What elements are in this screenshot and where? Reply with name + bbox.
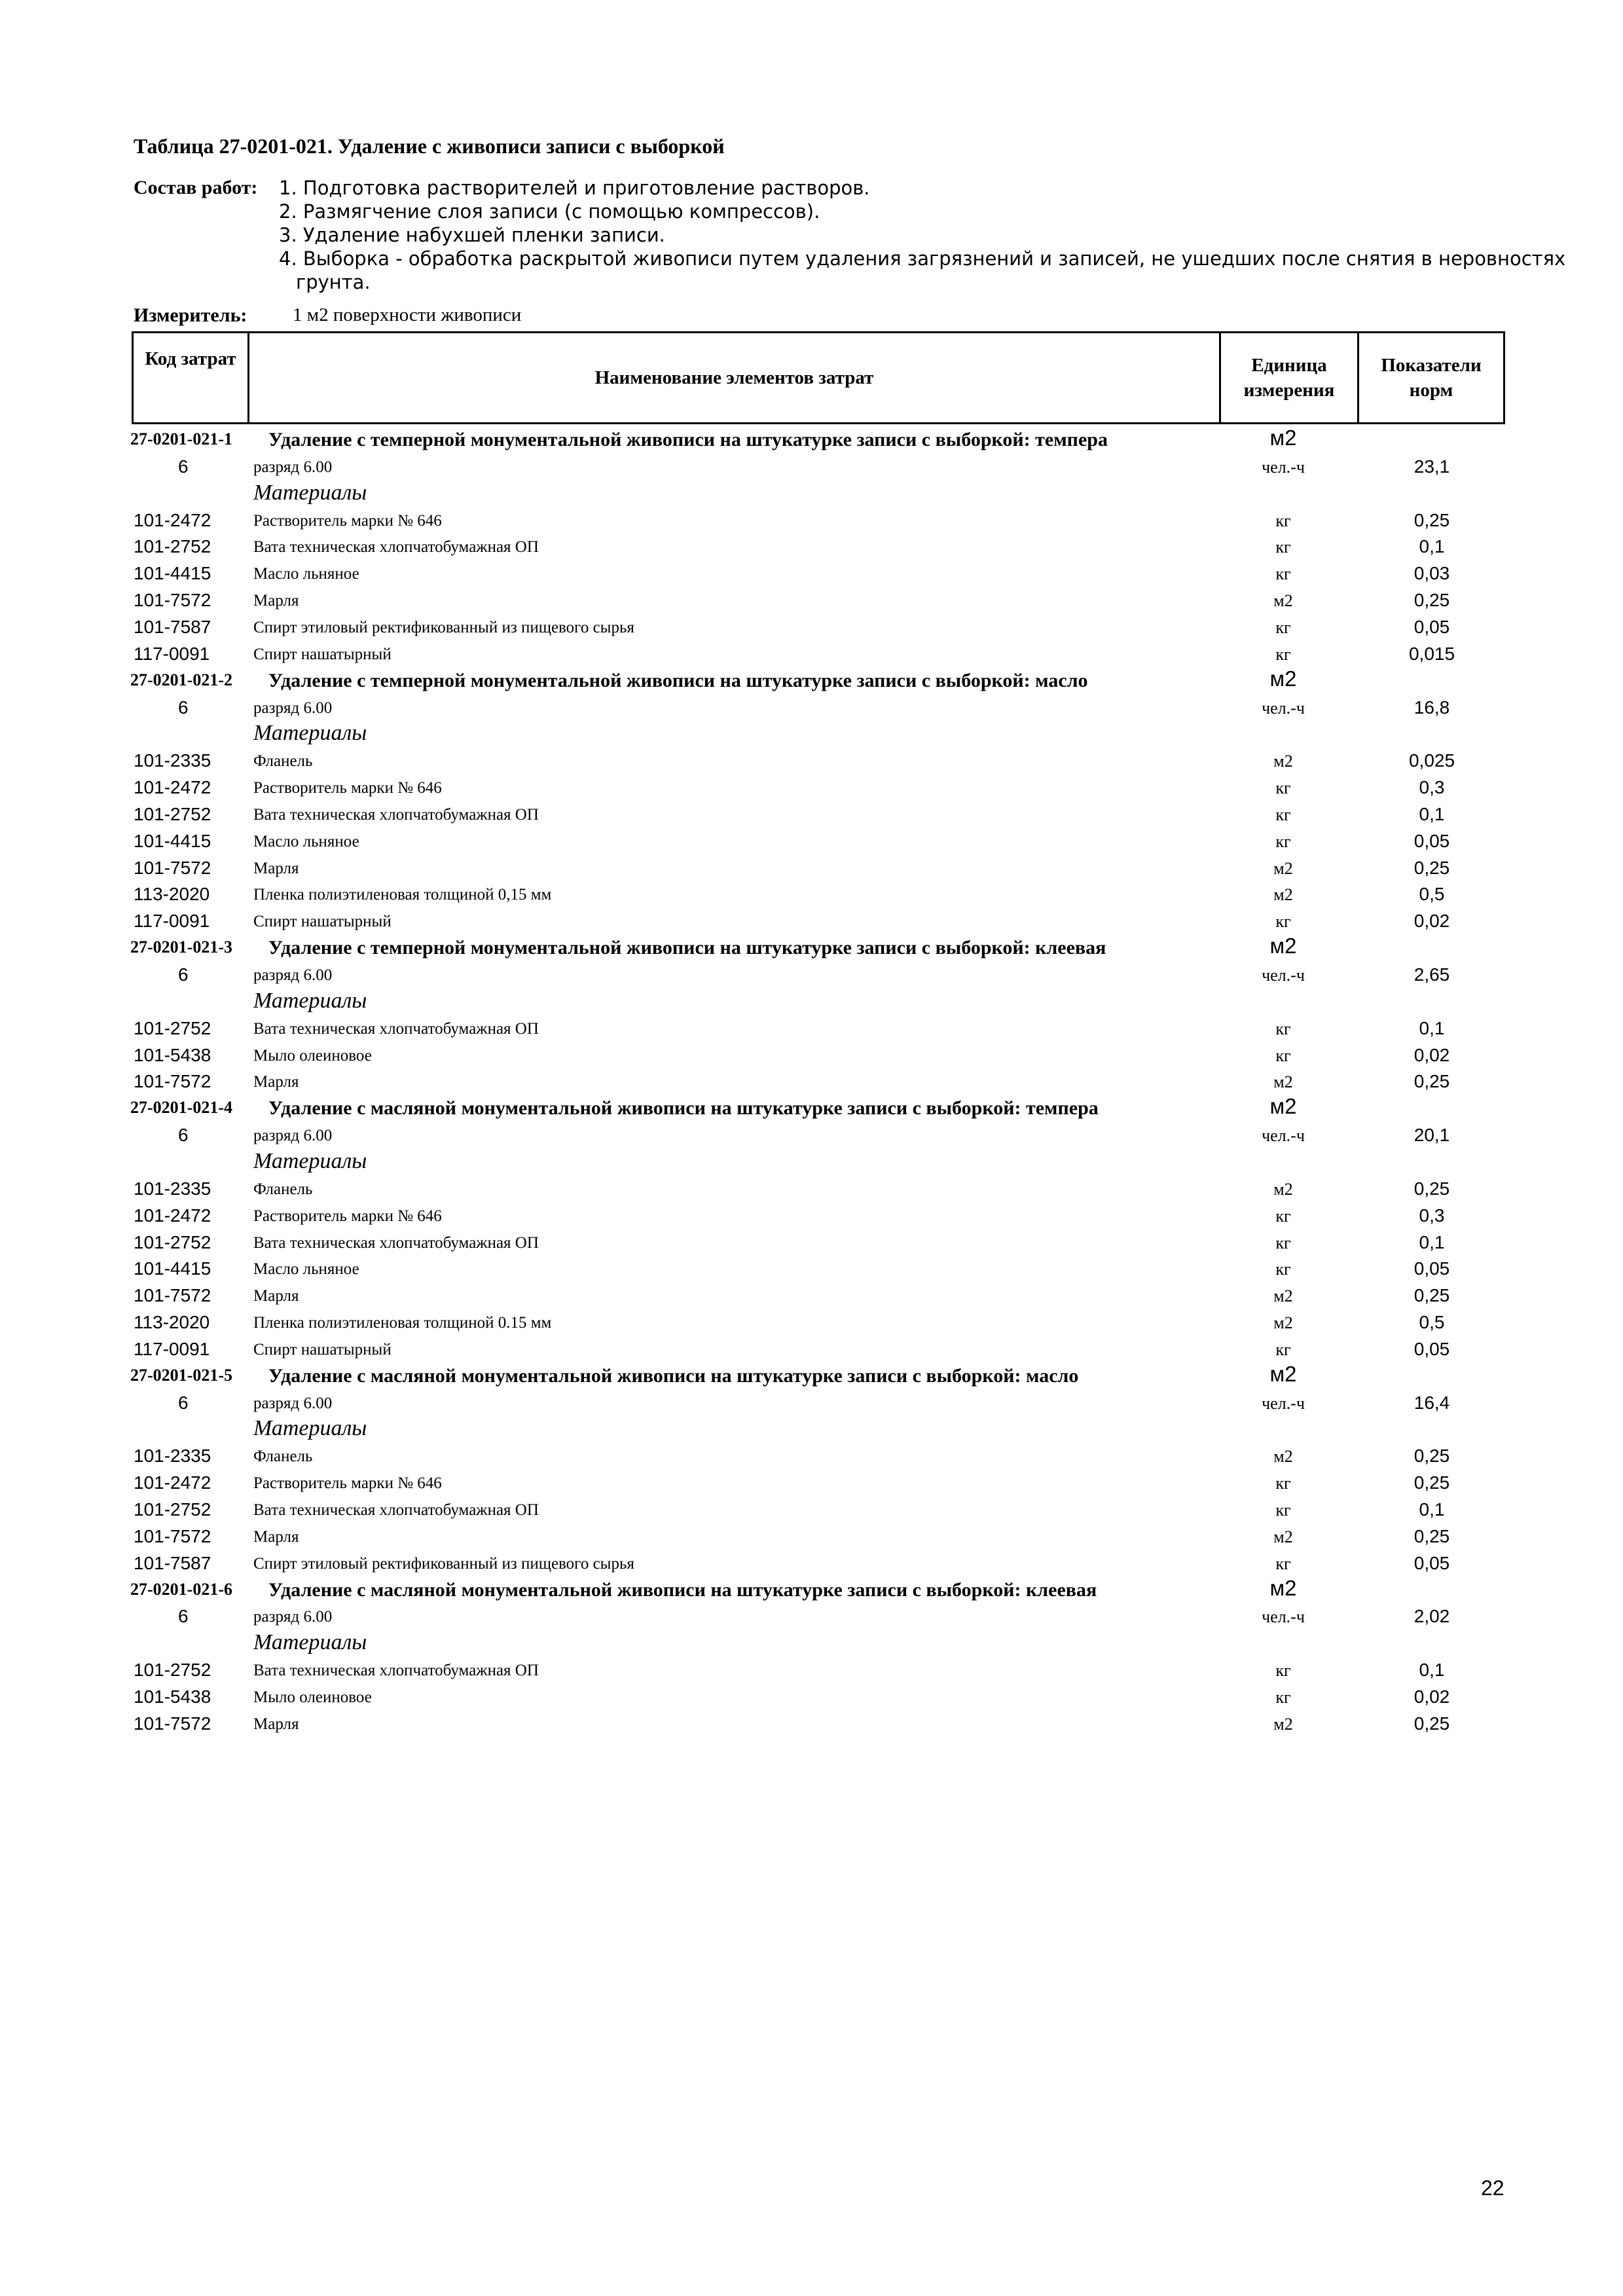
work-step: 2. Размягчение слоя записи (с помощью компрессов). <box>279 200 820 223</box>
row-name: Масло льняное <box>253 832 359 850</box>
row-unit: м2 <box>1269 666 1297 691</box>
row-norm: 20,1 <box>1413 1125 1450 1146</box>
row-norm: 0,02 <box>1413 1044 1450 1065</box>
row-norm: 0,05 <box>1413 1552 1450 1573</box>
row-name: Удаление с масляной монументальной живописи на штукатурке записи с выборкой: темпера <box>268 1097 1099 1120</box>
row-code: 113-2020 <box>134 884 210 905</box>
row-unit: кг <box>1275 1339 1291 1359</box>
row-name: Фланель <box>253 1448 313 1466</box>
row-norm: 16,4 <box>1413 1392 1450 1413</box>
row-name: Пленка полиэтиленовая толщиной 0,15 мм <box>253 886 552 904</box>
row-norm: 0,5 <box>1419 1312 1445 1333</box>
labor-row <box>0 695 1623 721</box>
row-unit: кг <box>1275 1687 1291 1707</box>
row-norm: 0,25 <box>1413 1178 1450 1199</box>
row-code: 101-2472 <box>134 1472 211 1493</box>
row-code: 101-7572 <box>134 1525 211 1546</box>
table-row <box>0 748 1623 774</box>
measure-value: 1 м2 поверхности живописи <box>293 304 522 325</box>
row-norm: 0,25 <box>1413 1525 1450 1546</box>
row-unit: кг <box>1275 1206 1291 1226</box>
table-row <box>0 1523 1623 1550</box>
row-name: Спирт нашатырный <box>253 913 392 931</box>
table-row <box>0 560 1623 587</box>
row-unit: кг <box>1275 831 1291 851</box>
table-row <box>0 1042 1623 1069</box>
row-code: 101-2335 <box>134 750 211 771</box>
row-norm: 0,1 <box>1419 1660 1445 1681</box>
row-unit: м2 <box>1273 752 1293 771</box>
table-row <box>0 1283 1623 1309</box>
row-name: Спирт этиловый ректификованный из пищевого сырья <box>253 1554 634 1573</box>
row-unit: м2 <box>1273 1313 1293 1333</box>
header-code: Код затрат <box>145 348 236 369</box>
row-name: Вата техническая хлопчатобумажная ОП <box>253 1662 539 1680</box>
row-name: Вата техническая хлопчатобумажная ОП <box>253 1019 539 1038</box>
row-unit: м2 <box>1273 1179 1293 1199</box>
row-name: разряд 6.00 <box>253 1608 333 1626</box>
row-name: Удаление с масляной монументальной живописи на штукатурке записи с выборкой: масло <box>268 1364 1079 1387</box>
row-unit: м2 <box>1269 1361 1297 1386</box>
row-unit: кг <box>1275 1046 1291 1065</box>
table-row <box>0 1068 1623 1095</box>
table-row <box>0 1015 1623 1042</box>
row-name: Фланель <box>253 1180 313 1198</box>
row-name: разряд 6.00 <box>253 458 333 476</box>
labor-row <box>0 454 1623 481</box>
row-name: Вата техническая хлопчатобумажная ОП <box>253 1233 539 1252</box>
row-name: Марля <box>253 1073 299 1091</box>
row-norm: 0,25 <box>1413 1713 1450 1734</box>
header-name-cell <box>247 331 1221 424</box>
row-code: 6 <box>178 1392 189 1413</box>
labor-row <box>0 1603 1623 1630</box>
row-code: 101-2752 <box>134 1231 211 1252</box>
row-code: 101-2335 <box>134 1178 211 1199</box>
row-code: 6 <box>178 1606 189 1627</box>
row-name: Масло льняное <box>253 1260 359 1279</box>
row-code: 101-4415 <box>134 1258 211 1279</box>
table-row <box>0 1336 1623 1363</box>
row-code: 6 <box>178 1125 189 1146</box>
table-title: Таблица 27-0201-021. Удаление с живописи записи с выборкой <box>134 134 725 158</box>
row-unit: кг <box>1275 617 1291 637</box>
row-norm: 0,1 <box>1419 536 1445 557</box>
row-name: Вата техническая хлопчатобумажная ОП <box>253 1501 539 1519</box>
table-row <box>0 1657 1623 1684</box>
row-code: 101-7572 <box>134 590 211 611</box>
row-name: разряд 6.00 <box>253 699 333 717</box>
row-norm: 0,05 <box>1413 1258 1450 1279</box>
header-unit-line2: измерения <box>1243 380 1335 401</box>
row-unit: чел.-ч <box>1262 1393 1305 1413</box>
work-step: 1. Подготовка растворителей и приготовление растворов. <box>279 177 870 199</box>
row-name: Масло льняное <box>253 565 359 583</box>
row-code: 6 <box>178 456 189 477</box>
row-unit: м2 <box>1273 1447 1293 1467</box>
row-unit: кг <box>1275 805 1291 824</box>
row-code: 27-0201-021-6 <box>130 1579 232 1599</box>
table-row <box>0 1684 1623 1711</box>
header-unit-cell <box>1219 331 1359 424</box>
row-code: 101-2335 <box>134 1446 211 1467</box>
materials-subheader-row <box>0 481 1623 507</box>
row-unit: чел.-ч <box>1262 1126 1305 1146</box>
row-norm: 0,25 <box>1413 1446 1450 1467</box>
row-name: Удаление с темперной монументальной живописи на штукатурке записи с выборкой: темпера <box>268 429 1108 450</box>
table-row <box>0 1497 1623 1523</box>
row-norm: 0,5 <box>1419 884 1445 905</box>
table-row <box>0 1550 1623 1577</box>
header-norm-line2: норм <box>1409 380 1453 401</box>
row-unit: м2 <box>1273 1527 1293 1546</box>
row-name: Растворитель марки № 646 <box>253 1474 442 1493</box>
table-row <box>0 641 1623 668</box>
row-code: 27-0201-021-5 <box>130 1365 232 1385</box>
row-name: Материалы <box>253 988 367 1013</box>
table-row <box>0 774 1623 801</box>
row-norm: 2,02 <box>1413 1606 1450 1627</box>
row-norm: 0,1 <box>1419 1231 1445 1252</box>
row-unit: чел.-ч <box>1262 457 1305 477</box>
row-name: Вата техническая хлопчатобумажная ОП <box>253 805 539 824</box>
row-code: 101-7587 <box>134 1552 211 1573</box>
row-norm: 0,1 <box>1419 803 1445 824</box>
row-norm: 0,25 <box>1413 590 1450 611</box>
header-norm-line1: Показатели <box>1381 355 1482 376</box>
section-header-row <box>0 1363 1623 1390</box>
row-code: 101-2752 <box>134 536 211 557</box>
row-name: Вата техническая хлопчатобумажная ОП <box>253 538 539 556</box>
row-norm: 23,1 <box>1413 456 1450 477</box>
row-norm: 0,025 <box>1408 750 1455 771</box>
section-header-row <box>0 668 1623 695</box>
table-row <box>0 1256 1623 1283</box>
row-code: 101-7572 <box>134 857 211 878</box>
row-norm: 0,25 <box>1413 1285 1450 1306</box>
header-code-cell <box>132 331 249 424</box>
section-header-row <box>0 427 1623 454</box>
row-norm: 0,1 <box>1419 1499 1445 1520</box>
row-name: Марля <box>253 592 299 610</box>
row-norm: 0,05 <box>1413 1338 1450 1359</box>
row-norm: 0,02 <box>1413 1686 1450 1707</box>
row-norm: 0,02 <box>1413 911 1450 932</box>
table-row <box>0 855 1623 882</box>
row-unit: кг <box>1275 564 1291 584</box>
table-row <box>0 1309 1623 1336</box>
row-code: 101-7572 <box>134 1285 211 1306</box>
row-code: 101-4415 <box>134 830 211 851</box>
row-name: Растворитель марки № 646 <box>253 779 442 797</box>
row-unit: чел.-ч <box>1262 1607 1305 1627</box>
page-number: 22 <box>1481 2176 1504 2200</box>
header-unit-line1: Единица <box>1251 355 1327 376</box>
work-step: 4. Выборка - обработка раскрытой живописи путем удаления загрязнений и записей, не ушедших после снятия в неровностях <box>279 247 1566 270</box>
row-unit: кг <box>1275 1019 1291 1038</box>
table-row <box>0 801 1623 828</box>
row-code: 101-4415 <box>134 563 211 584</box>
table-row <box>0 1711 1623 1738</box>
row-name: Спирт нашатырный <box>253 645 392 663</box>
section-header-row <box>0 935 1623 962</box>
row-norm: 0,1 <box>1419 1017 1445 1038</box>
row-name: Марля <box>253 859 299 877</box>
row-unit: кг <box>1275 1661 1291 1681</box>
row-unit: м2 <box>1273 1072 1293 1092</box>
row-code: 101-2472 <box>134 509 211 530</box>
work-composition-label: Состав работ: <box>134 177 258 198</box>
table-row <box>0 1176 1623 1203</box>
row-unit: кг <box>1275 538 1291 557</box>
row-name: Спирт нашатырный <box>253 1340 392 1358</box>
row-norm: 0,015 <box>1408 643 1455 664</box>
row-code: 101-2472 <box>134 1205 211 1226</box>
table-row <box>0 614 1623 641</box>
header-name: Наименование элементов затрат <box>594 367 874 388</box>
row-norm: 0,25 <box>1413 1472 1450 1493</box>
row-unit: кг <box>1275 778 1291 798</box>
row-name: Удаление с темперной монументальной живописи на штукатурке записи с выборкой: клеевая <box>268 937 1106 959</box>
row-norm: 0,05 <box>1413 616 1450 637</box>
row-unit: кг <box>1275 1474 1291 1493</box>
row-unit: чел.-ч <box>1262 966 1305 985</box>
materials-subheader-row <box>0 1630 1623 1657</box>
row-unit: кг <box>1275 1501 1291 1520</box>
table-row <box>0 507 1623 534</box>
row-code: 101-2752 <box>134 1017 211 1038</box>
row-code: 101-7572 <box>134 1713 211 1734</box>
row-unit: м2 <box>1273 1714 1293 1734</box>
row-name: Марля <box>253 1287 299 1305</box>
row-name: Марля <box>253 1715 299 1733</box>
section-header-row <box>0 1577 1623 1604</box>
table-row <box>0 534 1623 560</box>
row-unit: кг <box>1275 644 1291 664</box>
labor-row <box>0 1390 1623 1417</box>
table-row <box>0 1230 1623 1256</box>
labor-row <box>0 1122 1623 1149</box>
table-row <box>0 1470 1623 1497</box>
row-code: 117-0091 <box>134 1338 210 1359</box>
row-code: 113-2020 <box>134 1312 210 1333</box>
row-unit: кг <box>1275 912 1291 932</box>
row-norm: 0,3 <box>1419 777 1445 798</box>
row-unit: м2 <box>1269 1575 1297 1600</box>
row-code: 27-0201-021-1 <box>130 429 232 448</box>
header-norm-cell <box>1357 331 1505 424</box>
row-name: Фланель <box>253 752 313 771</box>
row-norm: 0,25 <box>1413 1071 1450 1092</box>
table-row <box>0 1443 1623 1470</box>
materials-subheader-row <box>0 1149 1623 1176</box>
table-row <box>0 1203 1623 1230</box>
row-code: 6 <box>178 964 189 985</box>
row-code: 101-2472 <box>134 777 211 798</box>
measure-label: Измеритель: <box>134 304 247 326</box>
row-code: 27-0201-021-4 <box>130 1098 232 1118</box>
row-unit: кг <box>1275 511 1291 530</box>
row-name: Пленка полиэтиленовая толщиной 0.15 мм <box>253 1314 552 1332</box>
row-name: Материалы <box>253 480 367 505</box>
row-name: разряд 6.00 <box>253 1394 333 1412</box>
row-code: 117-0091 <box>134 911 210 932</box>
row-name: Удаление с масляной монументальной живописи на штукатурке записи с выборкой: клеевая <box>268 1578 1097 1601</box>
row-name: Материалы <box>253 721 367 746</box>
row-name: Растворитель марки № 646 <box>253 511 442 530</box>
row-code: 27-0201-021-2 <box>130 670 232 689</box>
labor-row <box>0 962 1623 989</box>
row-code: 101-7587 <box>134 616 211 637</box>
row-unit: м2 <box>1273 1286 1293 1306</box>
row-unit: кг <box>1275 1260 1291 1279</box>
row-norm: 0,25 <box>1413 857 1450 878</box>
row-name: Мыло олеиновое <box>253 1688 372 1706</box>
row-unit: кг <box>1275 1233 1291 1252</box>
row-norm: 2,65 <box>1413 964 1450 985</box>
row-code: 101-2752 <box>134 1660 211 1681</box>
row-code: 101-2752 <box>134 1499 211 1520</box>
work-step: 3. Удаление набухшей пленки записи. <box>279 224 665 246</box>
table-row <box>0 881 1623 908</box>
table-row <box>0 908 1623 935</box>
row-unit: м2 <box>1273 858 1293 878</box>
row-name: Марля <box>253 1527 299 1546</box>
table-row <box>0 587 1623 614</box>
row-name: разряд 6.00 <box>253 966 333 984</box>
row-unit: м2 <box>1273 591 1293 611</box>
row-norm: 0,03 <box>1413 563 1450 584</box>
materials-subheader-row <box>0 1416 1623 1443</box>
row-norm: 0,05 <box>1413 830 1450 851</box>
row-unit: м2 <box>1269 1094 1297 1119</box>
row-code: 101-5438 <box>134 1686 211 1707</box>
work-step-continuation: грунта. <box>296 271 371 293</box>
row-code: 101-2752 <box>134 803 211 824</box>
row-name: Спирт этиловый ректификованный из пищевого сырья <box>253 618 634 636</box>
section-header-row <box>0 1095 1623 1122</box>
row-name: Материалы <box>253 1630 367 1655</box>
row-unit: кг <box>1275 1554 1291 1573</box>
materials-subheader-row <box>0 989 1623 1015</box>
materials-subheader-row <box>0 721 1623 748</box>
row-unit: чел.-ч <box>1262 698 1305 718</box>
table-row <box>0 828 1623 855</box>
row-norm: 0,3 <box>1419 1205 1445 1226</box>
row-code: 117-0091 <box>134 643 210 664</box>
row-code: 101-7572 <box>134 1071 211 1092</box>
row-unit: м2 <box>1273 885 1293 905</box>
row-code: 101-5438 <box>134 1044 211 1065</box>
row-name: Мыло олеиновое <box>253 1046 372 1065</box>
row-norm: 0,25 <box>1413 509 1450 530</box>
row-norm: 16,8 <box>1413 697 1450 718</box>
row-unit: м2 <box>1269 934 1297 958</box>
row-code: 27-0201-021-3 <box>130 938 232 957</box>
row-code: 6 <box>178 697 189 718</box>
row-name: Материалы <box>253 1148 367 1173</box>
row-name: Растворитель марки № 646 <box>253 1207 442 1225</box>
row-name: разряд 6.00 <box>253 1127 333 1145</box>
row-unit: м2 <box>1269 426 1297 450</box>
row-name: Материалы <box>253 1416 367 1441</box>
row-name: Удаление с темперной монументальной живописи на штукатурке записи с выборкой: масло <box>268 669 1088 691</box>
